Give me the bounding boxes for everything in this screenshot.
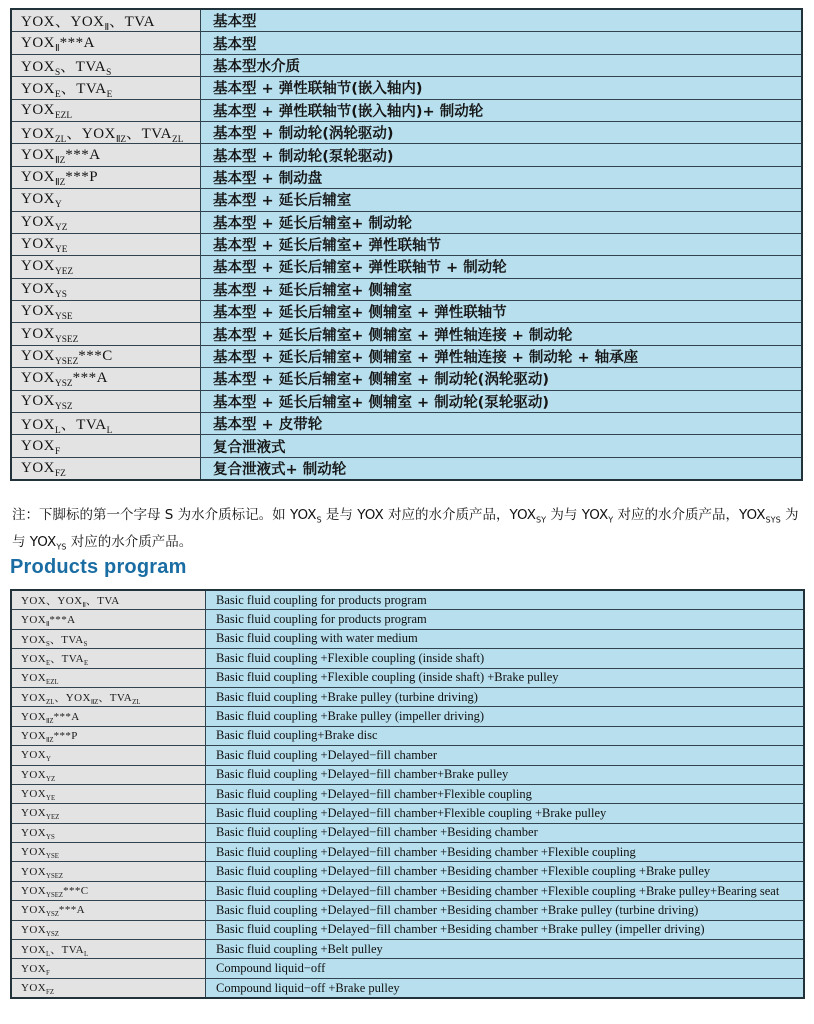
- model-cell: $YOX_{YSEZ}***C$: [11, 881, 206, 900]
- model-cell: $YOX_F$: [11, 435, 201, 457]
- en-products-table: [10, 589, 805, 999]
- model-cell: $YOX_{YSEZ}$: [11, 862, 206, 881]
- model-subscript: YEZ: [46, 814, 60, 822]
- table-row: [11, 862, 804, 881]
- table-row: [11, 435, 802, 457]
- description-cell: Basic fluid coupling +Delayed−fill chamber: [206, 746, 805, 765]
- model-subscript: L: [46, 951, 51, 959]
- model-subscript: YSZ: [46, 931, 59, 939]
- description-cell: Basic fluid coupling +Delayed−fill chamber +Besiding chamber +Flexible coupling +Brake pulley: [206, 862, 805, 881]
- model-subscript: Y: [608, 514, 614, 525]
- model-subscript: E: [84, 660, 89, 668]
- model-cell: $YOX_{EZL}$: [11, 668, 206, 687]
- description-cell: Basic fluid coupling +Delayed−fill chamber +Besiding chamber: [206, 823, 805, 842]
- description-cell: Basic fluid coupling +Delayed−fill chamber+Flexible coupling +Brake pulley: [206, 804, 805, 823]
- model-cell: $YOX_{YSZ}$: [11, 920, 206, 939]
- description-cell: 基本型 + 延长后辅室+ 侧辅室 + 弹性联轴节: [201, 301, 803, 323]
- model-subscript: Y: [55, 200, 62, 211]
- model-subscript: EZL: [55, 110, 73, 121]
- description-cell: Basic fluid coupling with water medium: [206, 629, 805, 648]
- description-cell: Basic fluid coupling+Brake disc: [206, 726, 805, 745]
- table-row: [11, 233, 802, 255]
- model-subscript: YS: [46, 834, 55, 842]
- model-cell: $YOX_{YZ}$: [11, 765, 206, 784]
- table-row: [11, 823, 804, 842]
- table-row: [11, 610, 804, 629]
- model-subscript: ⅡZ: [46, 717, 54, 725]
- model-subscript: ⅡZ: [55, 177, 66, 188]
- model-subscript: S: [46, 641, 50, 649]
- model-subscript: S: [55, 67, 61, 77]
- description-cell: 基本型 + 弹性联轴节(嵌入轴内)+ 制动轮: [201, 99, 803, 121]
- model-subscript: L: [84, 951, 89, 959]
- model-cell: $YOX_{YE}$: [11, 233, 201, 255]
- description-cell: 基本型 + 延长后辅室+ 侧辅室 + 制动轮(泵轮驱动): [201, 390, 803, 412]
- model-subscript: E: [106, 90, 113, 100]
- model-subscript: S: [316, 514, 322, 525]
- table-row: [11, 121, 802, 143]
- table-row: [11, 668, 804, 687]
- model-cell: $YOX_E$、$TVA_E$: [11, 77, 201, 99]
- model-subscript: YZ: [46, 775, 56, 783]
- model-subscript: L: [55, 426, 61, 435]
- table-row: [11, 746, 804, 765]
- model-cell: $YOX_{YSE}$: [11, 843, 206, 862]
- model-cell: $YOX_Ⅱ***A$: [11, 32, 201, 54]
- model-cell: $YOX_Ⅱ***A$: [11, 610, 206, 629]
- en-table-body: [11, 590, 804, 998]
- table-row: [11, 901, 804, 920]
- model-subscript: ZL: [46, 699, 55, 707]
- model-subscript: SYS: [765, 514, 781, 525]
- model-subscript: Y: [46, 756, 51, 764]
- model-subscript: YSZ: [55, 401, 73, 412]
- table-row: [11, 649, 804, 668]
- model-cell: $YOX_{YS}$: [11, 278, 201, 300]
- model-cell: $YOX_{YS}$: [11, 823, 206, 842]
- model-cell: $YOX_{ⅡZ}***P$: [11, 726, 206, 745]
- model-subscript: ⅡZ: [46, 737, 54, 745]
- table-row: [11, 457, 802, 480]
- description-cell: 基本型 + 制动轮(涡轮驱动): [201, 121, 803, 143]
- table-row: [11, 940, 804, 959]
- model-cell: $YOX_Y$: [11, 189, 201, 211]
- description-cell: 基本型 + 延长后辅室+ 弹性联轴节 + 制动轮: [201, 256, 803, 278]
- table-row: [11, 413, 802, 435]
- model-cell: $YOX_{YEZ}$: [11, 256, 201, 278]
- model-subscript: YSEZ: [55, 357, 79, 368]
- model-subscript: YSE: [46, 853, 59, 861]
- model-cell: $YOX_{FZ}$: [11, 978, 206, 998]
- table-row: [11, 301, 802, 323]
- description-cell: Basic fluid coupling for products program: [206, 610, 805, 629]
- model-cell: $YOX_Y$: [11, 746, 206, 765]
- model-cell: $YOX_{YE}$: [11, 784, 206, 803]
- model-cell: $YOX_L$、$TVA_L$: [11, 413, 201, 435]
- model-cell: $YOX_{YSE}$: [11, 301, 201, 323]
- description-cell: 基本型 + 延长后辅室+ 侧辅室: [201, 278, 803, 300]
- description-cell: 基本型 + 延长后辅室+ 弹性联轴节: [201, 233, 803, 255]
- model-cell: $YOX_{YEZ}$: [11, 804, 206, 823]
- model-subscript: SY: [536, 514, 547, 525]
- table-row: [11, 166, 802, 188]
- model-subscript: YS: [55, 289, 67, 300]
- model-cell: $YOX_S$、$TVA_S$: [11, 54, 201, 76]
- model-subscript: ZL: [172, 135, 184, 144]
- table-row: [11, 345, 802, 367]
- model-subscript: YSZ: [55, 379, 73, 390]
- model-subscript: YSE: [55, 312, 73, 323]
- model-cell: $YOX_{FZ}$: [11, 457, 201, 480]
- model-cell: $YOX_L$、$TVA_L$: [11, 940, 206, 959]
- model-subscript: L: [106, 426, 113, 435]
- description-cell: 基本型 + 弹性联轴节(嵌入轴内): [201, 77, 803, 99]
- model-cell: $YOX_{YSZ}***A$: [11, 901, 206, 920]
- table-row: [11, 765, 804, 784]
- model-cell: $YOX_{ⅡZ}***P$: [11, 166, 201, 188]
- model-subscript: F: [46, 969, 50, 977]
- table-row: [11, 629, 804, 648]
- description-cell: 基本型: [201, 32, 803, 54]
- description-cell: 基本型 + 延长后辅室+ 侧辅室 + 制动轮(涡轮驱动): [201, 368, 803, 390]
- table-row: [11, 726, 804, 745]
- table-row: [11, 323, 802, 345]
- description-cell: Basic fluid coupling +Delayed−fill chamber +Besiding chamber +Brake pulley (impeller driving): [206, 920, 805, 939]
- table-row: [11, 390, 802, 412]
- table-row: [11, 256, 802, 278]
- table-row: [11, 54, 802, 76]
- table-row: [11, 144, 802, 166]
- cn-products-table: [10, 8, 803, 481]
- table-row: [11, 590, 804, 610]
- model-cell: $YOX_{ZL}$、$YOX_{ⅡZ}$、$TVA_{ZL}$: [11, 121, 201, 143]
- table-row: [11, 278, 802, 300]
- model-subscript: Ⅱ: [82, 602, 86, 610]
- model-cell: $YOX_{ZL}$、$YOX_{ⅡZ}$、$TVA_{ZL}$: [11, 687, 206, 706]
- description-cell: Basic fluid coupling +Delayed−fill chamber +Besiding chamber +Flexible coupling: [206, 843, 805, 862]
- section-heading: Products program: [10, 556, 187, 578]
- description-cell: Basic fluid coupling +Delayed−fill chamber+Brake pulley: [206, 765, 805, 784]
- model-cell: $YOX_{YSEZ}$: [11, 323, 201, 345]
- description-cell: 基本型 + 延长后辅室+ 侧辅室 + 弹性轴连接 + 制动轮 + 轴承座: [201, 345, 803, 367]
- description-cell: 基本型 + 延长后辅室+ 侧辅室 + 弹性轴连接 + 制动轮: [201, 323, 803, 345]
- table-row: [11, 687, 804, 706]
- description-cell: Basic fluid coupling +Flexible coupling (inside shaft) +Brake pulley: [206, 668, 805, 687]
- description-cell: Compound liquid−off: [206, 959, 805, 978]
- table-row: [11, 77, 802, 99]
- model-subscript: YE: [46, 795, 56, 803]
- table-row: [11, 784, 804, 803]
- description-cell: 基本型 + 延长后辅室+ 制动轮: [201, 211, 803, 233]
- description-cell: Compound liquid−off +Brake pulley: [206, 978, 805, 998]
- description-cell: Basic fluid coupling +Brake pulley (impeller driving): [206, 707, 805, 726]
- model-subscript: E: [46, 660, 51, 668]
- model-cell: $YOX_{YSZ}$: [11, 390, 201, 412]
- table-row: [11, 804, 804, 823]
- description-cell: Basic fluid coupling +Delayed−fill chamber +Besiding chamber +Brake pulley (turbine driving): [206, 901, 805, 920]
- description-cell: 复合泄液式: [201, 435, 803, 457]
- model-subscript: Ⅱ: [55, 43, 60, 54]
- model-subscript: ZL: [55, 135, 67, 144]
- description-cell: 基本型 + 皮带轮: [201, 413, 803, 435]
- model-subscript: F: [55, 446, 61, 457]
- model-subscript: YSEZ: [55, 334, 79, 345]
- table-row: [11, 843, 804, 862]
- model-subscript: Ⅱ: [46, 620, 50, 628]
- model-subscript: YS: [56, 541, 67, 552]
- table-row: [11, 959, 804, 978]
- table-row: [11, 189, 802, 211]
- cn-table-body: [11, 9, 802, 480]
- description-cell: 基本型 + 延长后辅室: [201, 189, 803, 211]
- model-subscript: Ⅱ: [104, 23, 110, 32]
- model-subscript: FZ: [46, 989, 54, 997]
- table-row: [11, 368, 802, 390]
- description-cell: Basic fluid coupling +Delayed−fill chamber +Besiding chamber +Flexible coupling +Brake pulley+Bearing seat: [206, 881, 805, 900]
- model-subscript: FZ: [55, 469, 66, 479]
- model-subscript: YSEZ: [46, 872, 64, 880]
- description-cell: 复合泄液式+ 制动轮: [201, 457, 803, 480]
- model-subscript: YSEZ: [46, 892, 64, 900]
- description-cell: 基本型 + 制动轮(泵轮驱动): [201, 144, 803, 166]
- description-cell: Basic fluid coupling +Belt pulley: [206, 940, 805, 959]
- description-cell: 基本型 + 制动盘: [201, 166, 803, 188]
- model-subscript: S: [83, 641, 88, 649]
- model-subscript: E: [55, 90, 61, 100]
- description-cell: 基本型: [201, 9, 803, 32]
- model-subscript: YZ: [55, 222, 68, 233]
- model-cell: $YOX_{EZL}$: [11, 99, 201, 121]
- table-row: [11, 920, 804, 939]
- model-cell: $YOX_{ⅡZ}***A$: [11, 707, 206, 726]
- description-cell: Basic fluid coupling +Brake pulley (turbine driving): [206, 687, 805, 706]
- table-row: [11, 99, 802, 121]
- description-cell: Basic fluid coupling +Flexible coupling (inside shaft): [206, 649, 805, 668]
- description-cell: 基本型水介质: [201, 54, 803, 76]
- model-cell: $YOX_E$、$TVA_E$: [11, 649, 206, 668]
- model-cell: $YOX_{YSZ}***A$: [11, 368, 201, 390]
- model-subscript: ⅡZ: [115, 135, 127, 144]
- model-cell: $YOX_{YZ}$: [11, 211, 201, 233]
- table-row: [11, 978, 804, 998]
- model-subscript: YSZ: [46, 911, 59, 919]
- model-subscript: YEZ: [55, 267, 74, 278]
- model-cell: $YOX_S$、$TVA_S$: [11, 629, 206, 648]
- table-row: [11, 707, 804, 726]
- model-cell: $YOX_{YSEZ}***C$: [11, 345, 201, 367]
- model-subscript: ⅡZ: [55, 155, 66, 166]
- table-row: [11, 9, 802, 32]
- model-cell: $YOX_F$: [11, 959, 206, 978]
- description-cell: Basic fluid coupling for products program: [206, 590, 805, 610]
- model-cell: YOX、$YOX_Ⅱ$、TVA: [11, 9, 201, 32]
- table-row: [11, 881, 804, 900]
- table-row: [11, 32, 802, 54]
- model-subscript: ⅡZ: [90, 699, 99, 707]
- water-medium-footnote: 注：下脚标的第一个字母 S 为水介质标记。如 $YOX_S$ 是与 YOX 对应的水介质产品，$YOX_{SY}$ 为与 $YOX_Y$ 对应的水介质产品，$YOX_{SYS}$ 为与 $YOX_{YS}$ 对应的水介质产品。: [12, 507, 799, 552]
- model-cell: $YOX_{ⅡZ}***A$: [11, 144, 201, 166]
- model-subscript: ZL: [132, 699, 141, 707]
- model-subscript: S: [106, 67, 112, 77]
- model-subscript: EZL: [46, 678, 59, 686]
- model-cell: YOX、$YOX_Ⅱ$、TVA: [11, 590, 206, 610]
- table-row: [11, 211, 802, 233]
- model-subscript: YE: [55, 245, 68, 256]
- description-cell: Basic fluid coupling +Delayed−fill chamber+Flexible coupling: [206, 784, 805, 803]
